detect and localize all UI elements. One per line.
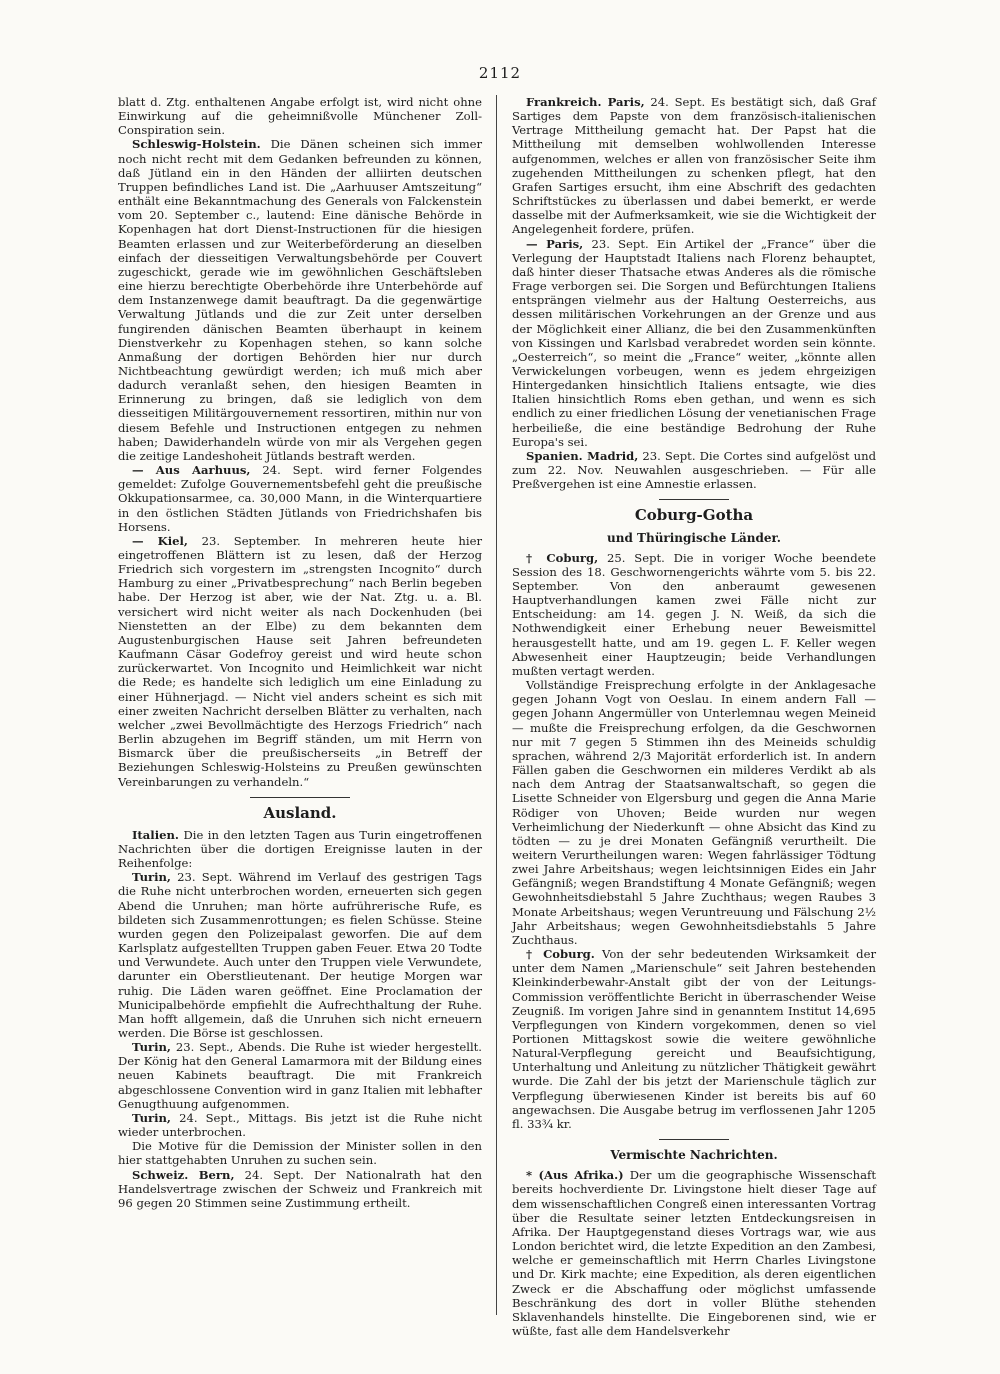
- left-column: [118, 95, 482, 1210]
- paragraph-motive: Die Motive für die Demission der Minister sollen in den hier stattgehabten Unruhen zu suchen sein.: [118, 1139, 482, 1168]
- section-title-ausland: Ausland.: [263, 803, 337, 822]
- heading-coburg: † Coburg.: [526, 947, 595, 962]
- column-divider: [496, 95, 497, 1315]
- paragraph-coburg-1b: Vollständige Freisprechung erfolgte in der Anklagesache gegen Johann Vogt von Oeslau. In einem andern Fall — gegen Johann Angermüller von Unterlemnau wegen Meineid — mußte die Freisprechung erfolgen, da die Geschwornen nur mit 7 gegen 5 Stimmen ihn des Meineids schuldig sprachen, während 2/3 Majorität erforderlich ist. In andern Fällen gaben die Geschwornen ein milderes Verdikt ab als nach dem Antrag der Staatsanwaltschaft, so gegen die Lisette Schneider von Elgersburg und gegen die Anna Marie Rödiger von Uhoven; Beide wurden nur wegen Verheimlichung der Niederkunft — ohne Absicht das Kind zu tödten — zu je drei Monaten Gefängniß verurtheilt. Die weitern Verurtheilungen waren: Wegen fahrlässiger Tödtung zwei Jahre Arbeitshaus; wegen leichtsinnigen Eides ein Jahr Gefängniß; wegen Brandstiftung 4 Monate Gefängniß; wegen Gewohnheitsdiebstahl 5 Jahre Zuchthaus; wegen Raubes 3 Monate Arbeitshaus; wegen Veruntreuung und Fälschung 2½ Jahr Arbeitshaus; wegen Gewohnheitsdiebstahls 5 Jahre Zuchthaus.: [512, 678, 876, 947]
- section-title-coburg-gotha: Coburg-Gotha: [634, 506, 754, 525]
- heading-kiel: — Kiel,: [132, 533, 188, 548]
- paragraph-coburg-1: † Coburg, 25. Sept. Die in voriger Woche beendete Session des 18. Geschwornengerichts währte vom 5. bis 22. September. Von den anberaumt gewesenen Hauptverhandlungen kamen zwei Fälle nicht zur Entscheidung: am 14. gegen J. N. Weiß, da sich die Nothwendigkeit einer Erhebung neuer Beweismittel herausgestellt hatte, und am 19. gegen L. F. Keller wegen Abwesenheit einer Hauptzeugin; beide Verhandlungen mußten vertagt werden.: [512, 550, 877, 678]
- heading-spanien: Spanien. Madrid,: [526, 448, 639, 463]
- heading-turin: Turin,: [132, 1040, 171, 1055]
- paragraph-turin-1: Turin, 23. Sept. Während im Verlauf des gestrigen Tags die Ruhe nicht unterbrochen worden, erneuerten sich gegen Abend die Unruhen; man hörte aufrührerische Rufe, es bildeten sich Zusammenrottungen; es fielen Schüsse. Steine wurden gegen den Polizeipalast geworfen. Die auf dem Karlsplatz aufgestellten Truppen gaben Feuer. Etwa 20 Todte und Verwundete. Auch unter den Truppen viele Verwundete, darunter ein Oberstlieutenant. Der heutige Morgen war ruhig. Die Läden waren geöffnet. Eine Proclamation der Municipalbehörde empfiehlt die Aufrechthaltung der Ruhe. Man hofft allgemein, daß die Unruhen sich nicht erneuern werden. Die Börse ist geschlossen.: [118, 870, 483, 1040]
- paragraph-schweiz: Schweiz. Bern, 24. Sept. Der Nationalrath hat den Handelsvertrage zwischen der Schweiz und Frankreich mit 96 gegen 20 Stimmen seine Zustimmung ertheilt.: [118, 1167, 482, 1210]
- heading-aarhuus: — Aus Aarhuus,: [132, 463, 251, 478]
- heading-paris: — Paris,: [526, 236, 584, 251]
- paragraph-paris: — Paris, 23. Sept. Ein Artikel der „France“ über die Verlegung der Hauptstadt Italiens nach Florenz behauptet, daß hinter dieser Thatsache etwas Anderes als die römische Frage verborgen sei. Die Sorgen und Befürchtungen Italiens entsprängen vielmehr aus der Haltung Oesterreichs, aus dessen militärischen Vorkehrungen an der Grenze und aus der Möglichkeit einer Allianz, die bei den Zusammenkünften von Kissingen und Karlsbad verabredet worden sein könnte. „Oesterreich“, so meint die „France“ weiter, „könnte allen Verwickelungen vorbeugen, wenn es jedem ehrgeizigen Hintergedanken hinsichtlich Italiens entsagte, wie dies Italien hinsichtlich Roms eben gethan, und wenn es sich endlich zu einer friedlichen Lösung der venetianischen Frage herbeiließe, die eine beständige Bedrohung der Ruhe Europa's sei.: [512, 236, 877, 449]
- section-rule: [659, 1139, 729, 1140]
- paragraph-spanien: Spanien. Madrid, 23. Sept. Die Cortes sind aufgelöst und zum 22. Nov. Neuwahlen ausgeschrieben. — Für alle Preßvergehen ist eine Amnestie erlassen.: [512, 448, 876, 492]
- paragraph-afrika: * (Aus Afrika.) Der um die geographische Wissenschaft bereits hochverdiente Dr. Livingstone hielt dieser Tage auf dem wissenschaftlichen Congreß einen interessanten Vortrag über die Resultate seiner letzten Entdeckungsreisen in Afrika. Der Hauptgegenstand dieses Vortrags war, wie aus London berichtet wird, die letzte Expedition an den Zambesi, welche er gemeinschaftlich mit Herrn Charles Livingstone und Dr. Kirk machte; eine Expedition, als deren eigentlichen Zweck er die Abschaffung oder möglichst umfassende Beschränkung des dort in voller Blüthe stehenden Sklavenhandels hinstellte. Die Eingeborenen sind, wie er wüßte, fast alle dem Handelsverkehr: [512, 1168, 877, 1338]
- heading-afrika: * (Aus Afrika.): [526, 1168, 624, 1183]
- section-rule: [659, 499, 729, 500]
- paragraph-italien: Italien. Die in den letzten Tagen aus Turin eingetroffenen Nachrichten über die dortigen Ereignisse lauten in der Reihenfolge:: [118, 827, 483, 871]
- heading-turin: Turin,: [132, 870, 171, 885]
- page-number: 2112: [478, 64, 522, 82]
- paragraph-kiel: — Kiel, 23. September. In mehreren heute hier eingetroffenen Blättern ist zu lesen, daß der Herzog Friedrich sich vorgestern im „strengsten Incognito“ durch Hamburg zu einer „Privatbesprechung“ nach Berlin begeben habe. Der Herzog ist aber, wie der Nat. Ztg. u. a. Bl. versichert wird nicht weiter als nach Dockenhuden (bei Nienstetten an der Elbe) zu dem bekannten dem Augustenburgischen Hause seit Jahren befreundeten Kaufmann Cäsar Godefroy gereist und wird heute schon zurückerwartet. Von Incognito und Heimlichkeit war nicht die Rede; es handelte sich lediglich um eine Einladung zu einer Hühnerjagd. — Nicht viel anders scheint es sich mit einer zweiten Nachricht derselben Blätter zu verhalten, nach welcher „zwei Bevollmächtigte des Herzogs Friedrich“ nach Berlin abzugehen im Begriff ständen, um mit Herrn von Bismarck über die preußischerseits „in Betreff der Beziehungen Schleswig-Holsteins zu Preußen gewünschten Vereinbarungen zu verhandeln.“: [118, 533, 482, 789]
- heading-schweiz: Schweiz. Bern,: [132, 1167, 235, 1182]
- heading-coburg: † Coburg,: [526, 550, 599, 565]
- paragraph-zoll: blatt d. Ztg. enthaltenen Angabe erfolgt ist, wird nicht ohne Einwirkung auf die geheimnißvolle Münchener Zoll-Conspiration sein.: [118, 95, 482, 138]
- paragraph-aarhuus: — Aus Aarhuus, 24. Sept. wird ferner Folgendes gemeldet: Zufolge Gouvernementsbefehl geht die preußische Okkupationsarmee, ca. 30,000 Mann, in die Winterquartiere in den östlichen Städten Jütlands von Friedrichshafen bis Horsens.: [118, 463, 482, 534]
- heading-turin: Turin,: [132, 1110, 171, 1125]
- section-title-vermischte: Vermischte Nachrichten.: [610, 1148, 778, 1163]
- paragraph-turin-3: Turin, 24. Sept., Mittags. Bis jetzt ist die Ruhe nicht wieder unterbrochen.: [118, 1110, 482, 1140]
- paragraph-schleswig-holstein: Schleswig-Holstein. Die Dänen scheinen sich immer noch nicht recht mit dem Gedanken befreunden zu können, daß Jütland ein in den Händen der alliirten deutschen Truppen befindliches Land ist. Die „Aarhuuser Amtszeitung“ enthält eine Bekanntmachung des Generals von Falckenstein vom 20. September c., lautend: Eine dänische Behörde in Kopenhagen hat dort Dienst-Instructionen für die hiesigen Beamten erlassen und zur Weiterbeförderung an dieselben einfach der diesseitigen Verwaltungsbehörde per Couvert zugeschickt, gerade wie im gewöhnlichen Geschäftsleben eine hierzu berechtigte Oberbehörde ihre Unterbehörde auf dem Instanzenwege damit beauftragt. Da die gegenwärtige Verwaltung Jütlands und die zur Zeit unter derselben fungirenden dänischen Beamten überhaupt in keinem Dienstverkehr zu Kopenhagen stehen, so kann solche Anmaßung der dortigen Behörden hier nur durch Nichtbeachtung gewürdigt werden; ich muß mich aber dadurch veranlaßt sehen, den hiesigen Beamten in Erinnerung zu bringen, daß sie lediglich von dem diesseitigen Militärgouvernement ressortiren, mithin nur von diesem Befehle und Instructionen entgegen zu nehmen haben; Dawiderhandeln würde von mir als Vergehen gegen die zeitige Landeshoheit Jütlands bestraft werden.: [118, 137, 482, 463]
- heading-schleswig-holstein: Schleswig-Holstein.: [132, 137, 261, 152]
- heading-italien: Italien.: [132, 827, 179, 842]
- paragraph-turin-2: Turin, 23. Sept., Abends. Die Ruhe ist wieder hergestellt. Der König hat den General Lamarmora mit der Bildung eines neuen Kabinets beauftragt. Die mit Frankreich abgeschlossene Convention wird in ganz Italien mit lebhafter Genugthuung aufgenommen.: [118, 1040, 482, 1111]
- right-column: [512, 95, 876, 1338]
- section-subtitle-thueringen: und Thüringische Länder.: [607, 530, 781, 545]
- heading-frankreich: Frankreich. Paris,: [526, 95, 645, 109]
- paragraph-frankreich: Frankreich. Paris, 24. Sept. Es bestätigt sich, daß Graf Sartiges dem Papste von dem französisch-italienischen Vertrage Mittheilung gemacht hat. Der Papst hat die Mittheilung mit demselben wohlwollenden Interesse aufgenommen, welches er allen von französischer Seite ihm zugehenden Mittheilungen zu schenken pflegt, hat den Grafen Sartiges ersucht, ihm eine Abschrift des gedachten Schriftstückes zu überlassen und dabei bemerkt, er werde dasselbe mit der Aufmerksamkeit, wie sie die Wichtigkeit der Angelegenheit fordere, prüfen.: [512, 95, 877, 237]
- paragraph-coburg-2: † Coburg. Von der sehr bedeutenden Wirksamkeit der unter dem Namen „Marienschule“ seit Jahren bestehenden Kleinkinderbewahr-Anstalt gibt der von der Leitungs-Commission veröffentlichte Bericht in überraschender Weise Zeugniß. Im vorigen Jahre sind in genanntem Institut 14,695 Verpflegungen von Kindern vorgekommen, denen so viel Portionen Mittagskost sowie die weitere gewöhnliche Natural-Verpflegung gereicht und Beaufsichtigung, Unterhaltung und Anleitung zu nützlicher Thätigkeit gewährt wurde. Die Zahl der bis jetzt der Marienschule täglich zur Verpflegung überwiesenen Kinder ist bereits bis auf 60 angewachsen. Die Ausgabe betrug im verflossenen Jahr 1205 fl. 33¾ kr.: [512, 947, 876, 1131]
- section-rule: [250, 797, 350, 798]
